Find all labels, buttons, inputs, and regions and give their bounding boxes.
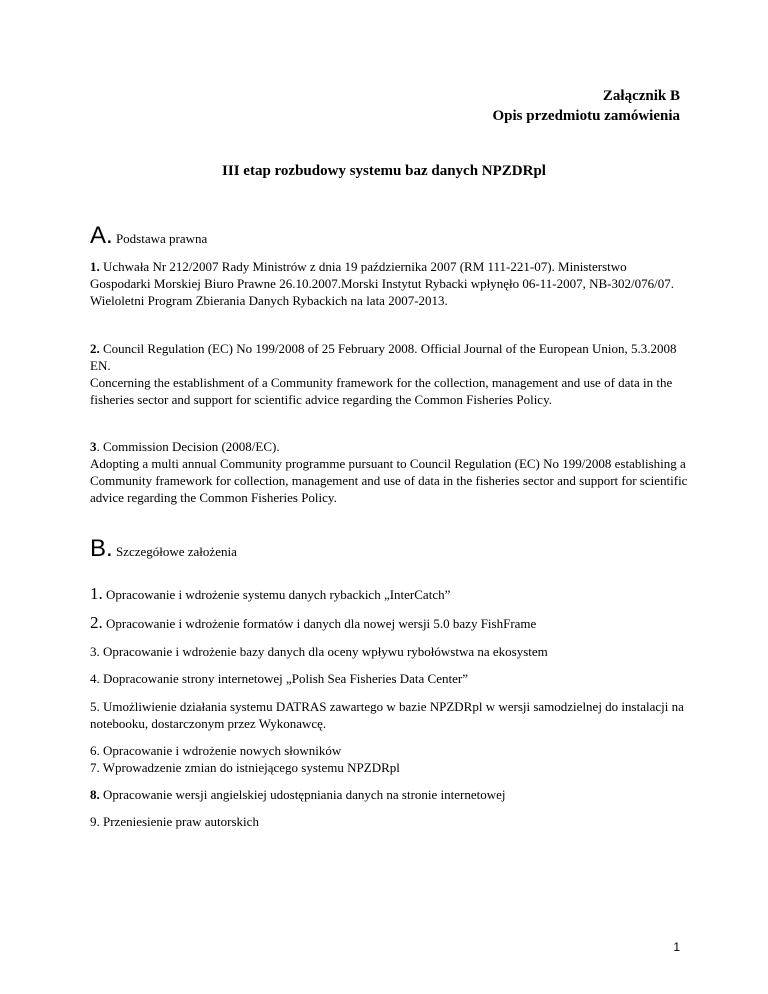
annex-label: Załącznik B bbox=[602, 88, 680, 104]
item-number: 9. bbox=[90, 814, 100, 829]
item-text: Opracowanie i wdrożenie formatów i danych dla nowej wersji 5.0 bazy FishFrame bbox=[106, 616, 537, 631]
item-text-continued: Concerning the establishment of a Community framework for the collection, management and use of data in the fisheries sector and support for scientific advice regarding the Common Fisheries Policy. bbox=[90, 375, 673, 407]
section-b-title: Szczegółowe założenia bbox=[115, 544, 237, 559]
item-text: Wprowadzenie zmian do istniejącego systemu NPZDRpl bbox=[102, 760, 400, 775]
item-text-continued: Adopting a multi annual Community programme pursuant to Council Regulation (EC) No 199/2008 establishing a Community framework for collection, management and use of data in the fisheries sector and support for scientific advice regarding the Common Fisheries Policy. bbox=[90, 456, 688, 505]
annex-subtitle: Opis przedmiotu zamówienia bbox=[492, 108, 680, 124]
item-text: Uchwała Nr 212/2007 Rady Ministrów z dnia 19 października 2007 (RM 111-221-07). Ministerstwo Gospodarki Morskiej Biuro Prawne 26.10.2007.Morski Instytut Rybacki wpłynęło 06-11-2007, NB-302/076/07. Wieloletni Program Zbierania Danych Rybackich na lata 2007-2013. bbox=[90, 259, 674, 308]
item-number: 6. bbox=[90, 743, 100, 758]
detail-item-7 bbox=[90, 759, 690, 776]
item-text: Council Regulation (EC) No 199/2008 of 25 February 2008. Official Journal of the European Union, 5.3.2008 EN. bbox=[90, 341, 677, 373]
legal-basis-item-3 bbox=[90, 438, 690, 506]
section-a-letter: A. bbox=[90, 222, 113, 249]
section-a-heading bbox=[90, 222, 207, 250]
section-b-letter: B. bbox=[90, 535, 113, 562]
item-text: Opracowanie i wdrożenie nowych słowników bbox=[103, 743, 342, 758]
item-number: 3. bbox=[90, 644, 100, 659]
legal-basis-item-1 bbox=[90, 258, 690, 309]
detail-item-5 bbox=[90, 698, 690, 732]
item-text: Opracowanie i wdrożenie bazy danych dla oceny wpływu rybołówstwa na ekosystem bbox=[103, 644, 548, 659]
item-number: 1. bbox=[90, 584, 103, 603]
document-header bbox=[493, 86, 681, 126]
item-number: 4. bbox=[90, 671, 100, 686]
legal-basis-item-2 bbox=[90, 340, 690, 408]
item-text: Przeniesienie praw autorskich bbox=[103, 814, 259, 829]
detail-item-1 bbox=[90, 585, 690, 603]
item-number: 3 bbox=[90, 439, 97, 454]
detail-item-2 bbox=[90, 614, 690, 632]
item-number: 2. bbox=[90, 341, 100, 356]
section-b-heading bbox=[90, 535, 237, 563]
document-title: III etap rozbudowy systemu baz danych NPZDRpl bbox=[222, 163, 546, 179]
detail-item-3 bbox=[90, 643, 690, 660]
item-text: . Commission Decision (2008/EC). bbox=[96, 439, 280, 454]
item-number: 1. bbox=[90, 259, 100, 274]
item-text: Dopracowanie strony internetowej „Polish Sea Fisheries Data Center” bbox=[103, 671, 468, 686]
item-number: 7. bbox=[90, 760, 100, 775]
detail-item-4 bbox=[90, 670, 690, 687]
detail-item-8 bbox=[90, 786, 690, 803]
item-text: Umożliwienie działania systemu DATRAS zawartego w bazie NPZDRpl w wersji samodzielnej do instalacji na notebooku, dostarczonym przez Wykonawcę. bbox=[90, 699, 684, 731]
item-number: 5. bbox=[90, 699, 100, 714]
item-number: 8. bbox=[90, 787, 100, 802]
page-number: 1 bbox=[673, 940, 680, 954]
item-number: 2. bbox=[90, 613, 103, 632]
section-a-title: Podstawa prawna bbox=[115, 231, 208, 246]
detail-item-6 bbox=[90, 742, 690, 759]
item-text: Opracowanie wersji angielskiej udostępniania danych na stronie internetowej bbox=[103, 787, 506, 802]
item-text: Opracowanie i wdrożenie systemu danych rybackich „InterCatch” bbox=[106, 587, 451, 602]
detail-item-9 bbox=[90, 813, 690, 830]
